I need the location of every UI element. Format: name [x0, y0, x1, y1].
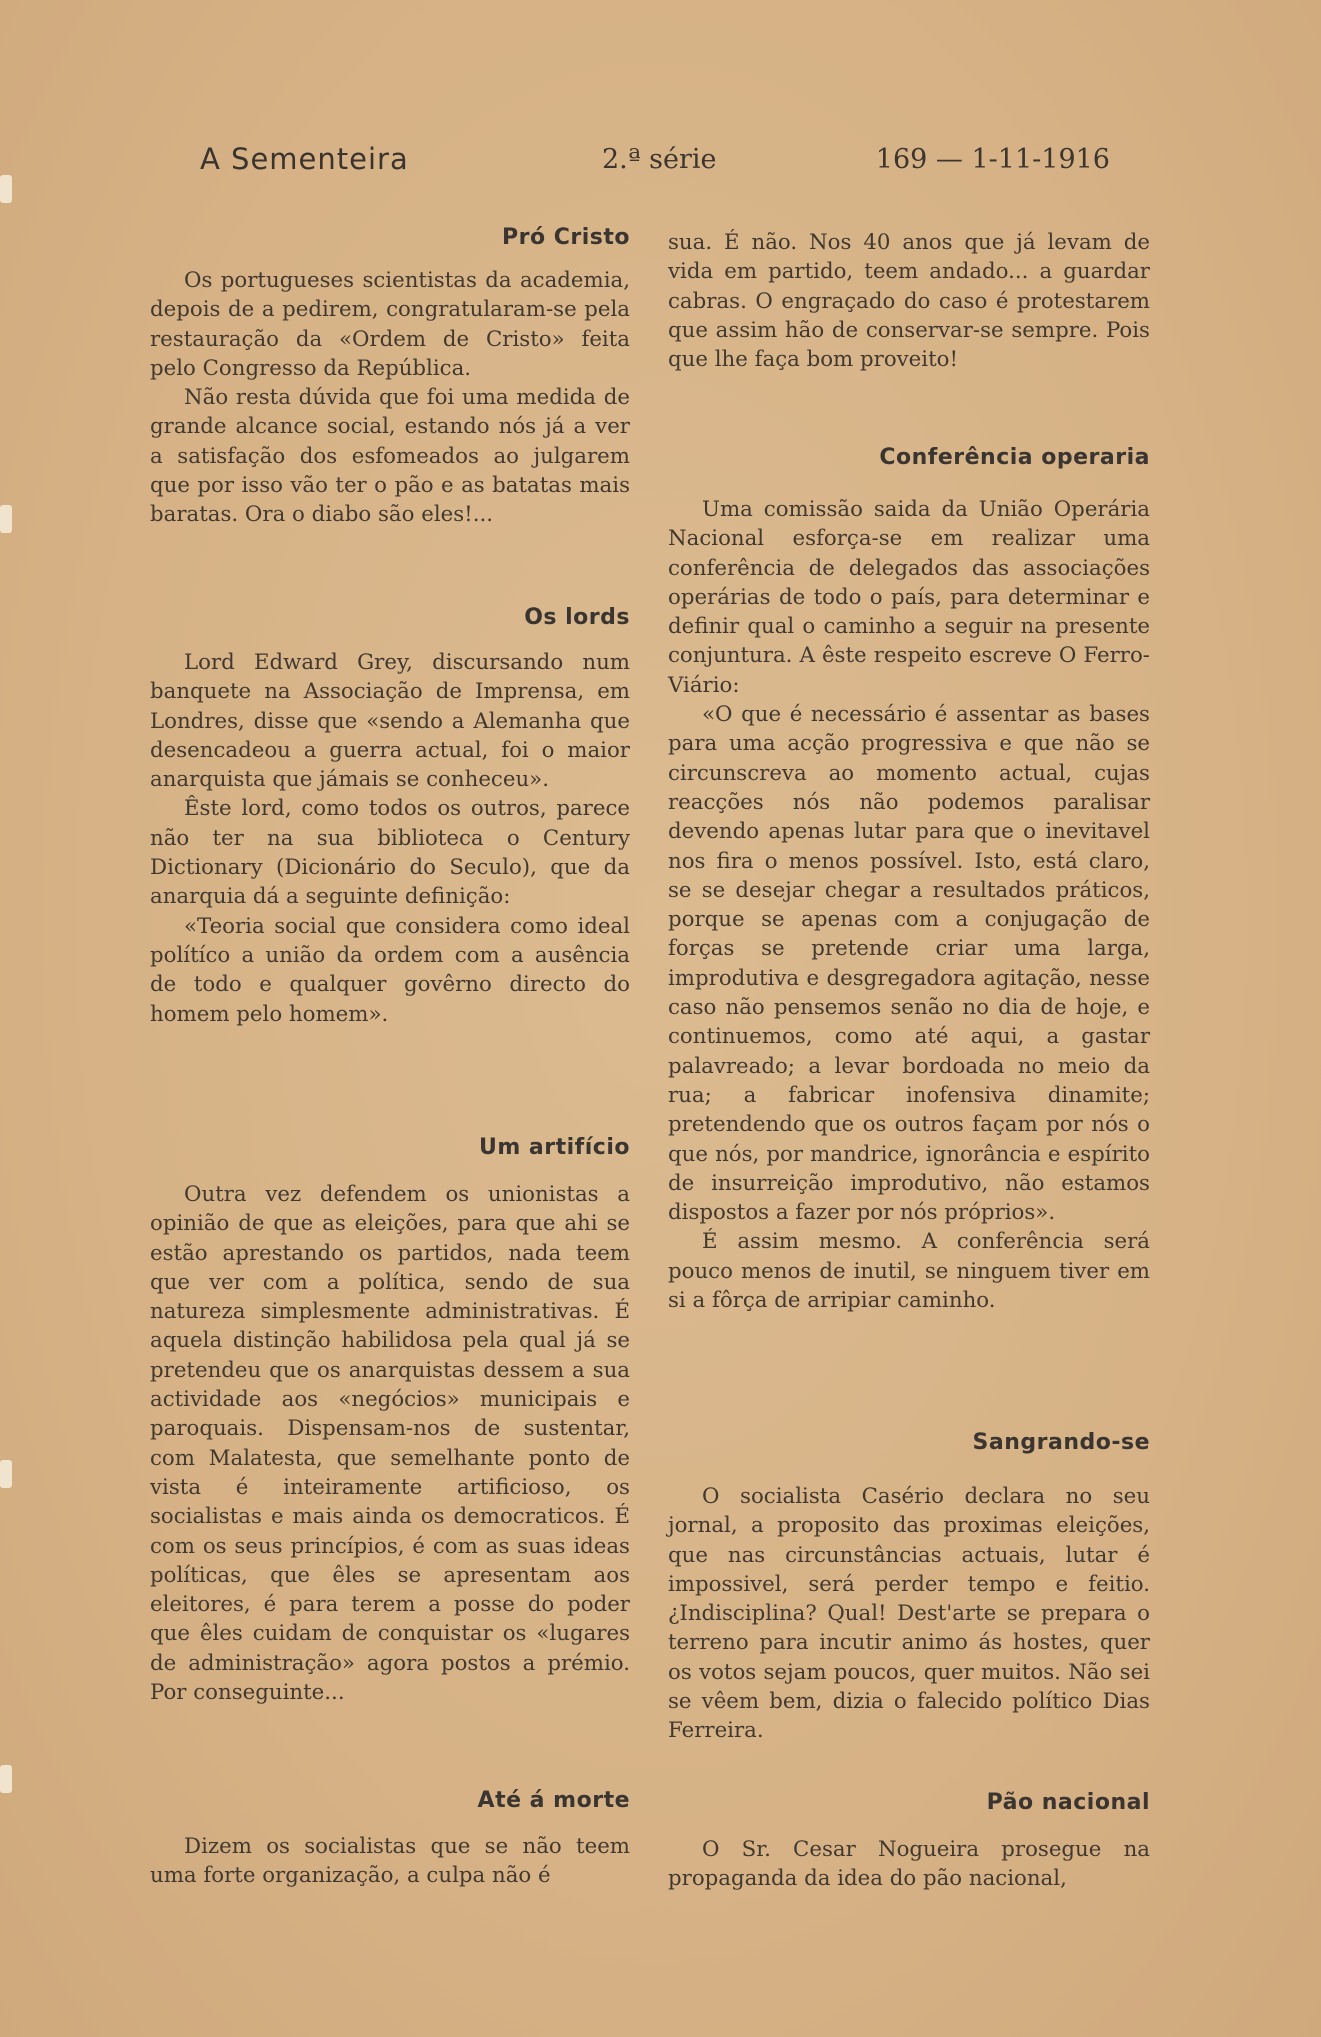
article-title: Sangrando-se — [972, 1430, 1150, 1455]
article-body — [150, 1832, 630, 1891]
paragraph: O Sr. Cesar Nogueira prosegue na propaganda da idea do pão nacional, — [668, 1837, 1150, 1892]
article-os-lords — [150, 605, 630, 630]
article-title: Pão nacional — [986, 1790, 1150, 1815]
margin-stain — [0, 505, 12, 533]
article-title: Pró Cristo — [501, 225, 630, 250]
article-body — [668, 1835, 1150, 1894]
paragraph: Outra vez defendem os unionistas a opinião de que as eleições, para que ahi se estão aprestando os partidos, nada teem que ver com a política, sendo de sua natureza simplesmente administrativas. É aquela distinção habilidosa pela qual já se pretendeu que os anarquistas dessem a sua actividade aos «negócios» municipais e paroquais. Dispensam-nos de sustentar, com Malatesta, que semelhante ponto de vista é inteiramente artificioso, os socialistas e mais ainda os democraticos. É com os seus princípios, é com as suas ideas políticas, que êles se apresentam aos eleitores, é para terem a posse do poder que êles cuidam de conquistar os «lugares de administração» agora postos a prémio. Por conseguinte... — [150, 1182, 630, 1706]
margin-stain — [0, 1765, 12, 1793]
article-pro-cristo — [150, 225, 630, 250]
article-title: Um artifício — [478, 1135, 630, 1160]
article-body — [150, 1180, 630, 1707]
issue-number-date: 169 — 1-11-1916 — [875, 144, 1110, 175]
paragraph: Não resta dúvida que foi uma medida de grande alcance social, estando nós já a ver a satisfação dos esfomeados ao julgarem que por isso vão ter o pão e as batatas mais baratas. Ora o diabo são eles!... — [150, 385, 630, 528]
article-title: Até á morte — [477, 1788, 630, 1813]
article-pao-nacional — [668, 1790, 1150, 1815]
article-body — [668, 1482, 1150, 1746]
article-title: Os lords — [524, 605, 630, 630]
paragraph: É assim mesmo. A conferência será pouco menos de inutil, se ninguem tiver em si a fôrça de arripiar caminho. — [668, 1229, 1150, 1314]
margin-stain — [0, 175, 12, 203]
paragraph: O socialista Casério declara no seu jornal, a proposito das proximas eleições, que nas circunstâncias actuais, lutar é impossivel, será perder tempo e feitio. ¿Indisciplina? Qual! Dest'arte se prepara o terreno para incutir animo ás hostes, quer os votos sejam poucos, quer muitos. Não sei se vêem bem, dizia o falecido político Dias Ferreira. — [668, 1484, 1150, 1744]
article-body — [150, 266, 630, 530]
article-continuation — [668, 228, 1150, 374]
article-ate-a-morte — [150, 1788, 630, 1813]
series-label: 2.ª série — [602, 144, 717, 175]
article-body — [150, 648, 630, 1029]
paragraph: Dizem os socialistas que se não teem uma forte organização, a culpa não é — [150, 1834, 630, 1889]
paragraph: sua. É não. Nos 40 anos que já levam de vida em partido, teem andado... a guardar cabras. O engraçado do caso é protestarem que assim hão de conservar-se sempre. Pois que lhe faça bom proveito! — [668, 230, 1150, 373]
paragraph: «Teoria social que considera como ideal polítíco a união da ordem com a ausência de todo e qualquer govêrno directo do homem pelo homem». — [150, 913, 630, 1027]
publication-title: A Sementeira — [200, 142, 409, 176]
article-sangrando — [668, 1430, 1150, 1455]
paragraph: Os portugueses scientistas da academia, depois de a pedirem, congratularam-se pela restauração da «Ordem de Cristo» feita pelo Congresso da República. — [150, 268, 630, 381]
article-um-artificio — [150, 1135, 630, 1160]
article-conferencia — [668, 445, 1150, 470]
paragraph: Uma comissão saida da União Operária Nacional esforça-se em realizar uma conferência de delegados das associações operárias de todo o país, para determinar e definir qual o caminho a seguir na presente conjuntura. A êste respeito escreve O Ferro-Viário: — [668, 497, 1150, 698]
margin-stain — [0, 1460, 12, 1488]
page-header — [200, 142, 1110, 186]
article-body — [668, 495, 1150, 1315]
article-title: Conferência operaria — [879, 445, 1150, 470]
paragraph: Lord Edward Grey, discursando num banquete na Associação de Imprensa, em Londres, disse que «sendo a Alemanha que desencadeou a guerra actual, foi o maior anarquista que jámais se conheceu». — [150, 650, 630, 793]
paragraph: «O que é necessário é assentar as bases para uma acção progressiva e que não se circunscreva ao momento actual, cujas reacções nós não podemos paralisar devendo apenas lutar para que o inevitavel nos fira o menos possível. Isto, está claro, se se desejar chegar a resultados práticos, porque se apenas com a conjugação de forças se pretende criar uma larga, improdutiva e desgregadora agitação, nesse caso não pensemos senão no dia de hoje, e continuemos, como até aqui, a gastar palavreado; a levar bordoada no meio da rua; a fabricar inofensiva dinamite; pretendendo que os outros façam por nós o que nós, por mandrice, ignorância e espírito de insurreição improdutivo, não estamos dispostos a fazer por nós próprios». — [668, 702, 1150, 1226]
paragraph: Êste lord, como todos os outros, parece não ter na sua biblioteca o Century Dictionary (Dicionário do Seculo), que da anarquia dá a seguinte definição: — [150, 796, 630, 910]
